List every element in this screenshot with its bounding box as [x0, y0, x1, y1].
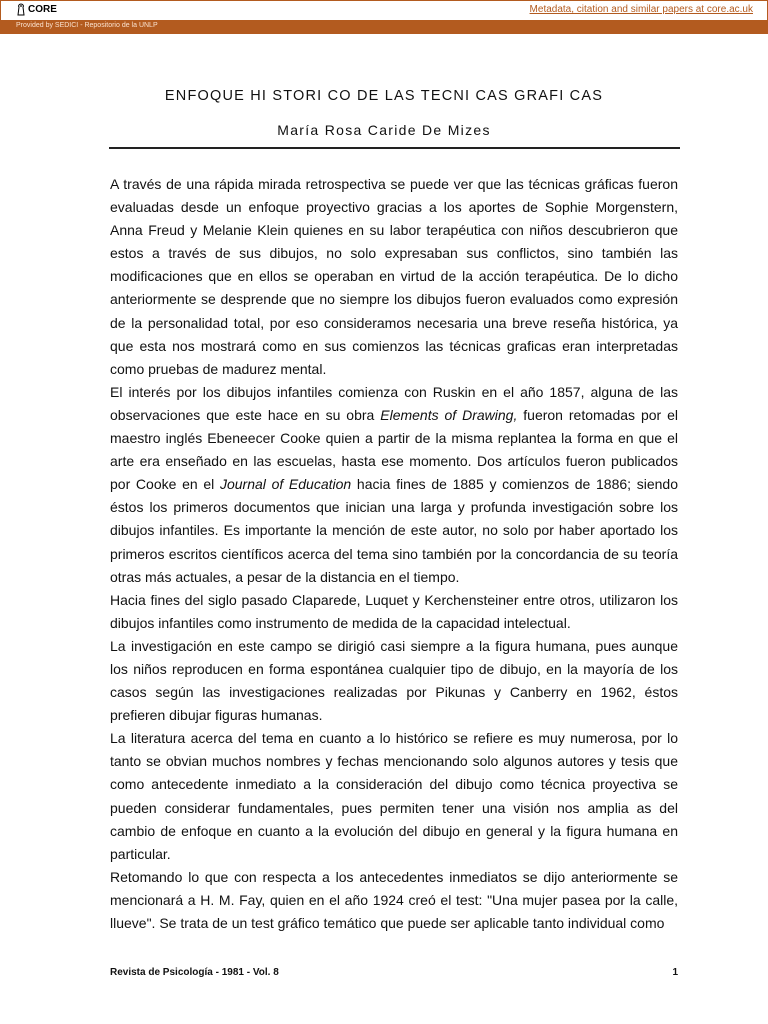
body-paragraph [110, 866, 678, 935]
core-logo-icon [17, 3, 25, 16]
paragraph-text: La literatura acerca del tema en cuanto a lo histórico se refiere es muy numerosa, por lo tanto se obvian muchos nombres y fechas mencionando solo algunos autores y tesis que como antecedente inmediato a la consideración del dibujo como técnica proyectiva se pueden considerar fundamentales, pues permiten tener una visión nos amplia as del cambio de enfoque en cuanto a la evolución del dibujo en general y la figura humana en particular. [110, 730, 678, 862]
paragraph-text: fueron retomadas por el maestro inglés Ebeneecer Cooke quien a partir de la misma replantea la forma en que el arte era enseñado en las escuelas, hasta ese momento. Dos artículos fueron publicados por Cooke en el [110, 406, 678, 493]
footer-page-number: 1 [672, 967, 678, 978]
core-banner [0, 0, 768, 21]
paragraph-text: Retomando lo que con respecta a los antecedentes inmediatos se dijo anteriormente se mencionará a H. M. Fay, quien en el año 1924 creó el test: "Una mujer pasea por la calle, llueve". Se trata de un test gráfico temático que puede ser aplicable tanto individual como [110, 868, 678, 931]
paragraph-text: hacia fines de 1885 y comienzos de 1886; siendo éstos los primeros documentos que inician una larga y profunda investigación sobre los dibujos infantiles. Es importante la mención de este autor, no solo por haber aportado los primeros escritos científicos acerca del tema sino también por la concordancia de su teoría otras más actuales, a pesar de la distancia en el tiempo. [110, 476, 679, 585]
body-paragraph [110, 635, 678, 727]
body-paragraph [110, 727, 678, 866]
core-metadata-link[interactable]: Metadata, citation and similar papers at core.ac.uk [529, 4, 753, 15]
paragraph-text: La investigación en este campo se dirigió casi siempre a la figura humana, pues aunque los niños reproducen en forma espontánea cualquier tipo de dibujo, en la mayoría de los casos según las investigaciones realizadas por Pikunas y Canberry en 1962, éstos prefieren dibujar figuras humanas. [110, 637, 678, 724]
body-paragraph [110, 173, 678, 381]
title-divider [109, 147, 680, 149]
core-logo-text: CORE [28, 4, 57, 15]
italic-title-text: Elements of Drawing, [380, 406, 518, 423]
paragraph-text: A través de una rápida mirada retrospectiva se puede ver que las técnicas gráficas fueron evaluadas desde un enfoque proyectivo gracias a los aportes de Sophie Morgenstern, Anna Freud y Melanie Klein quienes en su labor terapéutica con niños descubrieron que estos a través de sus dibujos, no solo expresaban sus conflictos, sino también las modificaciones que en ellos se operaban en virtud de la acción terapéutica. De lo dicho anteriormente se desprende que no siempre los dibujos fueron evaluados como expresión de la personalidad total, por eso consideramos necesaria una breve reseña histórica, ya que esta nos mostrará como en sus comienzos las técnicas graficas eran interpretadas como pruebas de madurez mental. [110, 176, 678, 377]
provided-by-text: Provided by SEDICI - Repositorio de la UNLP [16, 22, 158, 29]
body-paragraph [110, 589, 678, 635]
italic-title-text: Journal of Education [219, 476, 352, 493]
article-title: ENFOQUE HI STORI CO DE LAS TECNI CAS GRAFI CAS [164, 88, 604, 104]
article-body [110, 173, 678, 935]
core-logo[interactable] [17, 3, 57, 16]
article-author: María Rosa Caride De Mizes [277, 122, 491, 138]
paragraph-text: Hacia fines del siglo pasado Claparede, Luquet y Kerchensteiner entre otros, utilizaron los dibujos infantiles como instrumento de medida de la capacidad intelectual. [110, 591, 678, 631]
footer-journal: Revista de Psicología - 1981 - Vol. 8 [110, 967, 279, 978]
provided-by-bar [0, 21, 768, 34]
paragraph-text: El interés por los dibujos infantiles comienza con Ruskin en el año 1857, alguna de las observaciones que este hace en su obra [110, 383, 678, 423]
body-paragraph [110, 381, 678, 589]
